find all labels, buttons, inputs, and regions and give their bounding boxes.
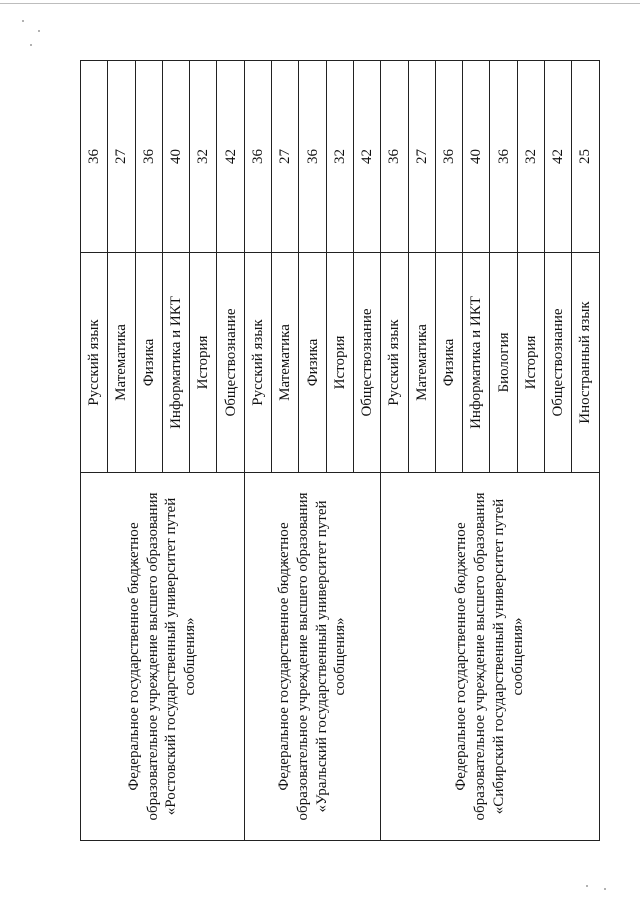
subject-cell: Обществознание [545,253,572,473]
admission-scores-table [80,60,600,841]
min-score-cell: 36 [381,61,408,253]
table-body [81,61,600,841]
subject-cell: Математика [272,253,299,473]
rotated-table-frame [80,61,594,841]
institution-name-cell [81,473,245,841]
subject-cell: Физика [135,253,162,473]
institution-name-line: образовательное учреждение высшего образования [472,492,489,821]
subject-cell: Математика [108,253,135,473]
min-score-cell: 27 [108,61,135,253]
min-score-cell: 27 [272,61,299,253]
min-score-cell: 36 [299,61,326,253]
min-score-cell: 40 [162,61,189,253]
subject-cell: Обществознание [353,253,380,473]
table-row [81,61,108,841]
table-row [244,61,271,841]
min-score-cell: 36 [490,61,517,253]
min-score-cell: 42 [353,61,380,253]
min-score-cell: 32 [326,61,353,253]
scan-speck [30,44,32,46]
subject-cell: Биология [490,253,517,473]
subject-cell: Физика [435,253,462,473]
table-row [381,61,408,841]
scan-speck [38,30,40,32]
min-score-cell: 36 [435,61,462,253]
institution-name-line: Федеральное государственное бюджетное [453,522,470,791]
min-score-cell: 27 [408,61,435,253]
institution-name-cell [381,473,599,841]
min-score-cell: 36 [81,61,108,253]
institution-name-line: «Ростовский государственный университет путей [163,497,180,816]
institution-name-line: сообщения» [509,617,526,696]
institution-name-line: Федеральное государственное бюджетное [125,522,142,791]
subject-cell: Информатика и ИКТ [463,253,490,473]
institution-name-line: Федеральное государственное бюджетное [276,522,293,791]
min-score-cell: 42 [217,61,244,253]
subject-cell: Русский язык [381,253,408,473]
institution-name-line: сообщения» [182,617,199,696]
min-score-cell: 32 [517,61,544,253]
institution-name-line: образовательное учреждение высшего образования [294,492,311,821]
subject-cell: История [326,253,353,473]
scan-speck [22,20,24,22]
min-score-cell: 42 [545,61,572,253]
min-score-cell: 36 [244,61,271,253]
subject-cell: Иностранный язык [572,253,599,473]
subject-cell: История [517,253,544,473]
scan-speck [604,888,606,890]
page-top-edge-line [0,3,640,4]
institution-name-line: «Уральский государственный университет путей [313,500,330,813]
subject-cell: Обществознание [217,253,244,473]
min-score-cell: 25 [572,61,599,253]
scan-speck [586,885,588,887]
institution-name-line: «Сибирский государственный университет путей [490,498,507,815]
subject-cell: Русский язык [81,253,108,473]
institution-name-cell [244,473,380,841]
institution-name-line: образовательное учреждение высшего образования [144,492,161,821]
min-score-cell: 32 [190,61,217,253]
subject-cell: Физика [299,253,326,473]
subject-cell: Информатика и ИКТ [162,253,189,473]
min-score-cell: 36 [135,61,162,253]
subject-cell: Математика [408,253,435,473]
subject-cell: Русский язык [244,253,271,473]
subject-cell: История [190,253,217,473]
min-score-cell: 40 [463,61,490,253]
institution-name-line: сообщения» [332,617,349,696]
